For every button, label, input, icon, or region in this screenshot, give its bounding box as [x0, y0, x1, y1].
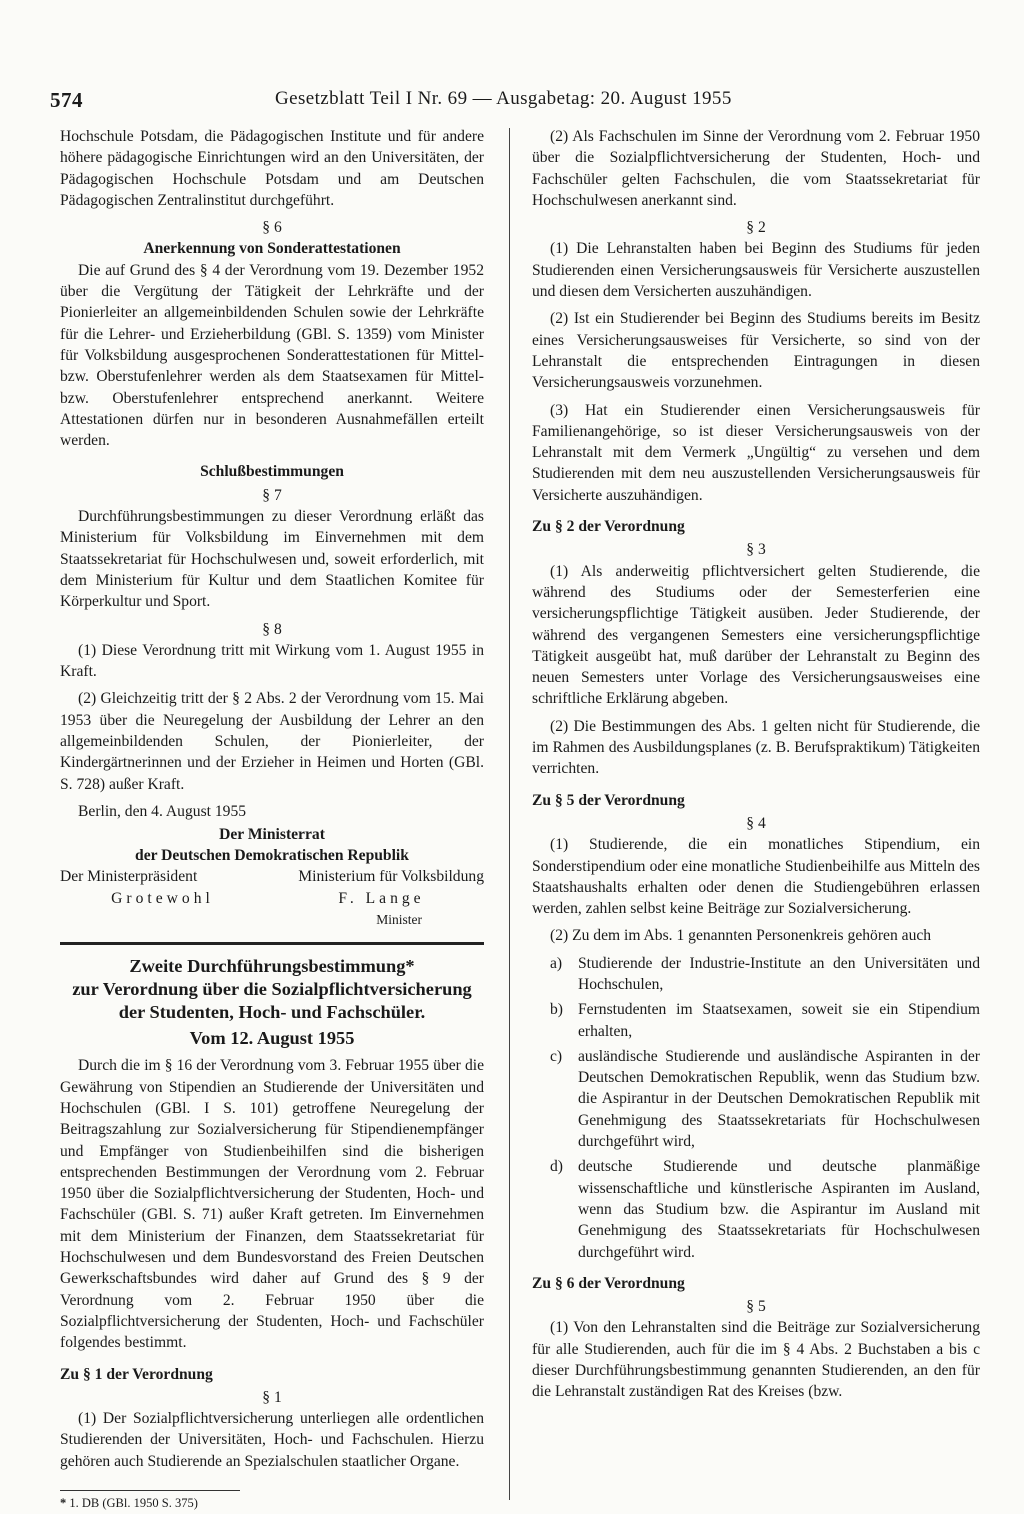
signature-names [60, 888, 484, 909]
section-title: Anerkennung von Sonderattestationen [143, 240, 401, 258]
paragraph: Hochschule Potsdam, die Pädagogischen Institute und für andere höhere pädagogische Einrichtungen wird an den Universitäten, der Pädagogischen Hochschule Potsdam und am Deutschen Pädagogischen Zentralinstitut durchgeführt. [60, 128, 484, 209]
paragraph: Durchführungsbestimmungen zu dieser Verordnung erläßt das Ministerium für Volksbildung im Einvernehmen mit dem Staatssekretariat für Hochschulwesen und, soweit erforderlich, mit dem Ministerium für Kultur und dem Staatlichen Komitee für Körperkultur und Sport. [60, 508, 484, 611]
section-heading: Zu § 5 der Verordnung [532, 791, 685, 809]
footnote-text: 1. DB (GBl. 1950 S. 375) [69, 1496, 198, 1511]
paragraph: (2) Als Fachschulen im Sinne der Verordnung vom 2. Februar 1950 über die Sozialpflichtversicherung der Studenten, Hoch- und Fachschüler gelten Fachschulen, die vom Staatssekretariat für Hochschulwesen anerkannt sind. [532, 128, 980, 209]
right-column [532, 126, 980, 1495]
section-number: § 8 [262, 620, 282, 638]
dateline: Berlin, den 4. August 1955 [78, 802, 247, 820]
section-number: § 2 [746, 219, 766, 237]
list-marker: d) [550, 1158, 563, 1176]
column-divider [509, 128, 510, 1500]
paragraph: (2) Zu dem im Abs. 1 genannten Personenkreis gehören auch [550, 927, 932, 945]
section-number: § 3 [746, 541, 766, 559]
section-number: § 6 [262, 219, 282, 237]
list-item [532, 953, 980, 996]
document-title: der Studenten, Hoch- und Fachschüler. [118, 1002, 426, 1023]
paragraph: (2) Gleichzeitig tritt der § 2 Abs. 2 der Verordnung vom 15. Mai 1953 über die Neuregelung der Ausbildung der Lehrer an den allgemeinbildenden Schulen, der Pionierleiter, der Kindergärtnerinnen und der Erzieher in Heimen und Horten (GBl. S. 728) außer Kraft. [60, 690, 484, 793]
paragraph: (1) Von den Lehranstalten sind die Beiträge zur Sozialversicherung für alle Studierenden, auch für die im § 4 Abs. 2 Buchstaben a bis c dieser Durchführungsbestimmung genannten Studierenden, an den für die Lehranstalt zuständigen Rat des Kreises (bzw. [532, 1319, 980, 1401]
list-marker: a) [550, 954, 563, 972]
page-header [50, 88, 970, 118]
list-item [532, 1046, 980, 1152]
signature-title: Minister [376, 911, 422, 927]
list-text: deutsche Studierende und deutsche planmäßige wissenschaftliche und künstlerische Aspiranten im Ausland, wenn das Studium bzw. die Aspirantur im Ausland mit Genehmigung des Staatssekretariats für Hochschulwesen durchgeführt wird. [578, 1158, 980, 1261]
footnote-mark: * [60, 1496, 67, 1511]
paragraph: (1) Der Sozialpflichtversicherung unterliegen alle ordentlichen Studierenden der Universitäten, Hoch- und Fachschulen. Hierzu gehören auch Studierende an Spezialschulen staatlicher Organe. [60, 1410, 484, 1470]
paragraph: (1) Diese Verordnung tritt mit Wirkung vom 1. August 1955 in Kraft. [60, 641, 484, 681]
paragraph: (2) Ist ein Studierender bei Beginn des Studiums bereits im Besitz eines Versicherungsausweises für Versicherte, so sind von der Lehranstalt die entsprechenden Eintragungen in diesen Versicherungsausweis vorzunehmen. [532, 310, 980, 392]
list-item [532, 999, 980, 1042]
section-title: Schlußbestimmungen [200, 463, 344, 481]
signature-organization: der Deutschen Demokratischen Republik [135, 847, 409, 865]
paragraph: (1) Studierende, die ein monatliches Stipendium, ein Sonderstipendium oder eine monatliche Studienbeihilfe aus Mitteln des Staatshaushalts erhalten oder denen die Studiengebühren erlassen werden, zahlen selbst keine Beiträge zur Sozialversicherung. [532, 836, 980, 918]
enumeration-list [532, 953, 980, 1263]
left-column [60, 126, 484, 1511]
paragraph: Durch die im § 16 der Verordnung vom 3. Februar 1955 über die Gewährung von Stipendien an Studierende der Universitäten und Hochschulen (GBl. I S. 101) getroffene Neuregelung der Beitragszahlung zur Sozialversicherung für Stipendienempfänger und Empfänger von Studienbeihilfen sind die bisherigen entsprechenden Bestimmungen der Verordnung vom 2. Februar 1950 über die Sozialpflichtversicherung der Studenten, Hoch- und Fachschüler (GBl. S. 71) außer Kraft getreten. Im Einvernehmen mit dem Ministerium der Finanzen, dem Staatssekretariat für Hochschulwesen und dem Bundesvorstand des Freien Deutschen Gewerkschaftsbundes wird daher auf Grund des § 9 der Verordnung vom 2. Februar 1950 über die Sozialpflichtversicherung der Studenten, Hoch- und Fachschüler folgendes bestimmt. [60, 1057, 484, 1352]
list-marker: b) [550, 1001, 563, 1019]
paragraph: (1) Die Lehranstalten haben bei Beginn des Studiums für jeden Studierenden einen Versicherungsausweis für Versicherte auszustellen und diesen dem Versicherten auszuhändigen. [532, 240, 980, 301]
signature-role-right: Ministerium für Volksbildung [298, 868, 484, 886]
list-marker: c) [550, 1047, 563, 1065]
document-date: Vom 12. August 1955 [189, 1028, 355, 1049]
document-title: zur Verordnung über die Sozialpflichtversicherung [72, 979, 472, 1000]
signature-roles [60, 866, 484, 887]
signature-name-left: Grotewohl [111, 889, 214, 907]
signature-name-right: F. Lange [338, 889, 425, 907]
section-heading: Zu § 1 der Verordnung [60, 1365, 213, 1383]
signature-role-left: Der Ministerpräsident [60, 868, 198, 886]
section-number: § 4 [746, 814, 766, 832]
section-number: § 5 [746, 1298, 766, 1316]
list-text: Fernstudenten im Staatsexamen, soweit sie ein Stipendium erhalten, [578, 1001, 980, 1040]
signature-organization: Der Ministerrat [219, 826, 325, 844]
page-number: 574 [50, 88, 83, 112]
paragraph: (3) Hat ein Studierender einen Versicherungsausweis für Familienangehörige, so ist dieser Versicherungsausweis von der Lehranstalt mit dem Vermerk „Ungültig“ zu versehen und dem Studierenden mit dem neu auszustellenden Versicherungsausweis für Versicherte auszuhändigen. [532, 401, 980, 504]
section-heading: Zu § 2 der Verordnung [532, 518, 685, 536]
section-number: § 7 [262, 486, 282, 504]
paragraph: Die auf Grund des § 4 der Verordnung vom 19. Dezember 1952 über die Vergütung der Tätigkeit der Lehrkräfte und der Pionierleiter an allgemeinbildenden Schulen sowie der Lehrkräfte für die Lehrer- und Erzieherbildung (GBl. S. 1359) vom Minister für Volksbildung ausgesprochenen Sonderattestationen für Mittel- bzw. Oberstufenlehrer werden als dem Staatsexamen für Mittel- bzw. Oberstufenlehrer entsprechend anerkannt. Weitere Attestationen dürfen nur in besonderen Ausnahmefällen erteilt werden. [60, 261, 484, 450]
footnote [60, 1493, 484, 1514]
section-number: § 1 [262, 1388, 282, 1406]
header-title: Gesetzblatt Teil I Nr. 69 — Ausgabetag: 20. August 1955 [275, 88, 732, 109]
list-text: ausländische Studierende und ausländische Aspiranten in der Deutschen Demokratischen Republik, wenn das Studium bzw. die Aspirantur in der Deutschen Demokratischen Republik mit Genehmigung des Staatssekretariats für Hochschulwesen durchgeführt wird, [578, 1047, 980, 1151]
section-heading: Zu § 6 der Verordnung [532, 1274, 685, 1292]
footnote-separator [60, 1490, 240, 1491]
list-text: Studierende der Industrie-Institute an den Universitäten und Hochschulen, [578, 954, 980, 993]
document-title: Zweite Durchführungsbestimmung* [129, 956, 415, 977]
section-separator [60, 942, 484, 945]
paragraph: (1) Als anderweitig pflichtversichert gelten Studierende, die während des Studiums oder der Semesterferien eine versicherungspflichtige Tätigkeit ausüben. Jeder Studierende, der während des vergangenen Semesters eine versicherungspflichtige Tätigkeit ausgeübt hat, muß darüber der Lehranstalt zu Beginn des neuen Semesters unter Vorlage des Versicherungsausweises eine schriftliche Erklärung abgeben. [532, 562, 980, 708]
list-item [532, 1156, 980, 1262]
paragraph: (2) Die Bestimmungen des Abs. 1 gelten nicht für Studierende, die im Rahmen des Ausbildungsplanes (z. B. Berufspraktikum) Tätigkeiten verrichten. [532, 717, 980, 778]
